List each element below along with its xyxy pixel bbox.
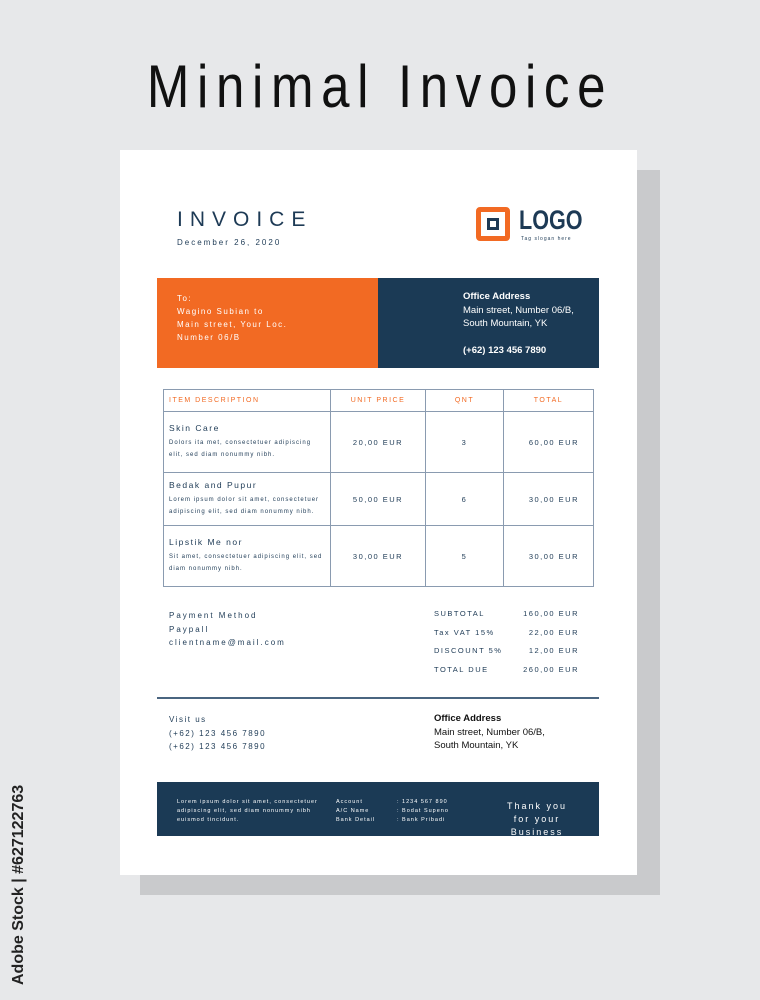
footer-band (157, 782, 599, 836)
bill-to-name: Wagino Subian to (177, 307, 264, 316)
bank-label: Account (336, 799, 363, 805)
col-description: ITEM DESCRIPTION (164, 390, 331, 412)
item-total: 30,00 EUR (504, 473, 594, 526)
office-line2: South Mountain, YK (463, 318, 548, 329)
visit-phone: (+62) 123 456 7890 (169, 728, 267, 738)
bill-to-label: To: (177, 294, 193, 303)
logo-text: LOGO (519, 205, 583, 235)
item-desc: Dolors ita met, consectetuer adipiscing elit, sed diam nonummy nibh. (169, 440, 312, 458)
page-title: Minimal Invoice (146, 53, 614, 120)
totals (434, 609, 579, 684)
table-row (164, 526, 594, 587)
bank-value: : Bodat Supeno (397, 808, 449, 814)
logo-tagline: Tag slogan here (521, 236, 572, 242)
logo-icon (476, 207, 510, 241)
visit-phone: (+62) 123 456 7890 (169, 742, 267, 751)
bill-to-block (157, 278, 378, 368)
thanks-line: Thank you (506, 801, 568, 811)
invoice-heading: INVOICE (177, 208, 313, 231)
bank-labels (336, 798, 375, 825)
total-label: SUBTOTAL (434, 609, 485, 618)
office-address-bottom (434, 712, 545, 753)
table-header (164, 390, 594, 412)
office-title: Office Address (434, 713, 502, 724)
bank-label: Bank Detail (336, 817, 376, 823)
bank-value: : Bank Pribadi (397, 817, 446, 823)
bill-to-street: Main street, Your Loc. (177, 320, 288, 329)
item-name: Lipstik Me nor (169, 537, 243, 547)
office-title: Office Address (463, 291, 531, 302)
item-price: 20,00 EUR (331, 412, 426, 473)
item-desc: Sit amet, consectetuer adipiscing elit, sed diam nonummy nibh. (169, 554, 323, 572)
office-line1: Main street, Number 06/B, (463, 304, 574, 316)
item-total: 60,00 EUR (504, 412, 594, 473)
discount-row (434, 646, 579, 665)
total-due-row (434, 665, 579, 684)
tax-row (434, 628, 579, 647)
total-label: Tax VAT 15% (434, 627, 495, 637)
subtotal-row (434, 609, 579, 628)
total-value: 160,00 EUR (523, 609, 579, 618)
item-qty: 5 (426, 526, 504, 587)
footer-lorem: Lorem ipsum dolor sit amet, consectetuer adipiscing elit, sed diam nonummy nibh euismod tincidunt. (177, 799, 318, 823)
visit-title: Visit us (169, 715, 207, 724)
total-label: TOTAL DUE (434, 665, 489, 675)
payment-method: Paypall (169, 624, 210, 634)
office-line1: Main street, Number 06/B, (434, 726, 545, 738)
payment-email: clientname@mail.com (169, 638, 286, 647)
col-qnt: QNT (426, 390, 504, 412)
payment-title: Payment Method (169, 611, 258, 620)
bank-label: A/C Name (336, 808, 370, 814)
items-table (163, 389, 594, 587)
item-desc: Lorem ipsum dolor sit amet, consectetuer adipiscing elit, sed diam nonummy nibh. (169, 497, 320, 515)
stock-id-text: Adobe Stock | #627122763 (10, 784, 27, 985)
total-value: 260,00 EUR (523, 665, 579, 675)
invoice-date: December 26, 2020 (177, 238, 282, 247)
item-price: 30,00 EUR (331, 526, 426, 587)
office-line2: South Mountain, YK (434, 740, 519, 751)
table-row (164, 473, 594, 526)
item-total: 30,00 EUR (504, 526, 594, 587)
total-value: 12,00 EUR (528, 646, 579, 656)
office-block (378, 278, 599, 368)
item-name: Skin Care (169, 423, 220, 433)
payment-info (169, 609, 286, 650)
item-qty: 3 (426, 412, 504, 473)
item-qty: 6 (426, 473, 504, 526)
bank-value: : 1234 567 890 (397, 799, 448, 805)
visit-us (169, 713, 266, 754)
office-phone: (+62) 123 456 7890 (463, 344, 547, 356)
total-label: DISCOUNT 5% (434, 646, 503, 656)
col-total: TOTAL (504, 390, 594, 412)
table-row (164, 412, 594, 473)
item-price: 50,00 EUR (331, 473, 426, 526)
bill-to-number: Number 06/B (177, 333, 241, 342)
bank-values (397, 798, 449, 825)
item-name: Bedak and Pupur (169, 480, 258, 490)
thanks-line: for your Business (510, 814, 564, 837)
thank-you (487, 800, 587, 839)
total-value: 22,00 EUR (528, 627, 579, 637)
divider (157, 697, 599, 699)
col-unit-price: UNIT PRICE (331, 390, 426, 412)
